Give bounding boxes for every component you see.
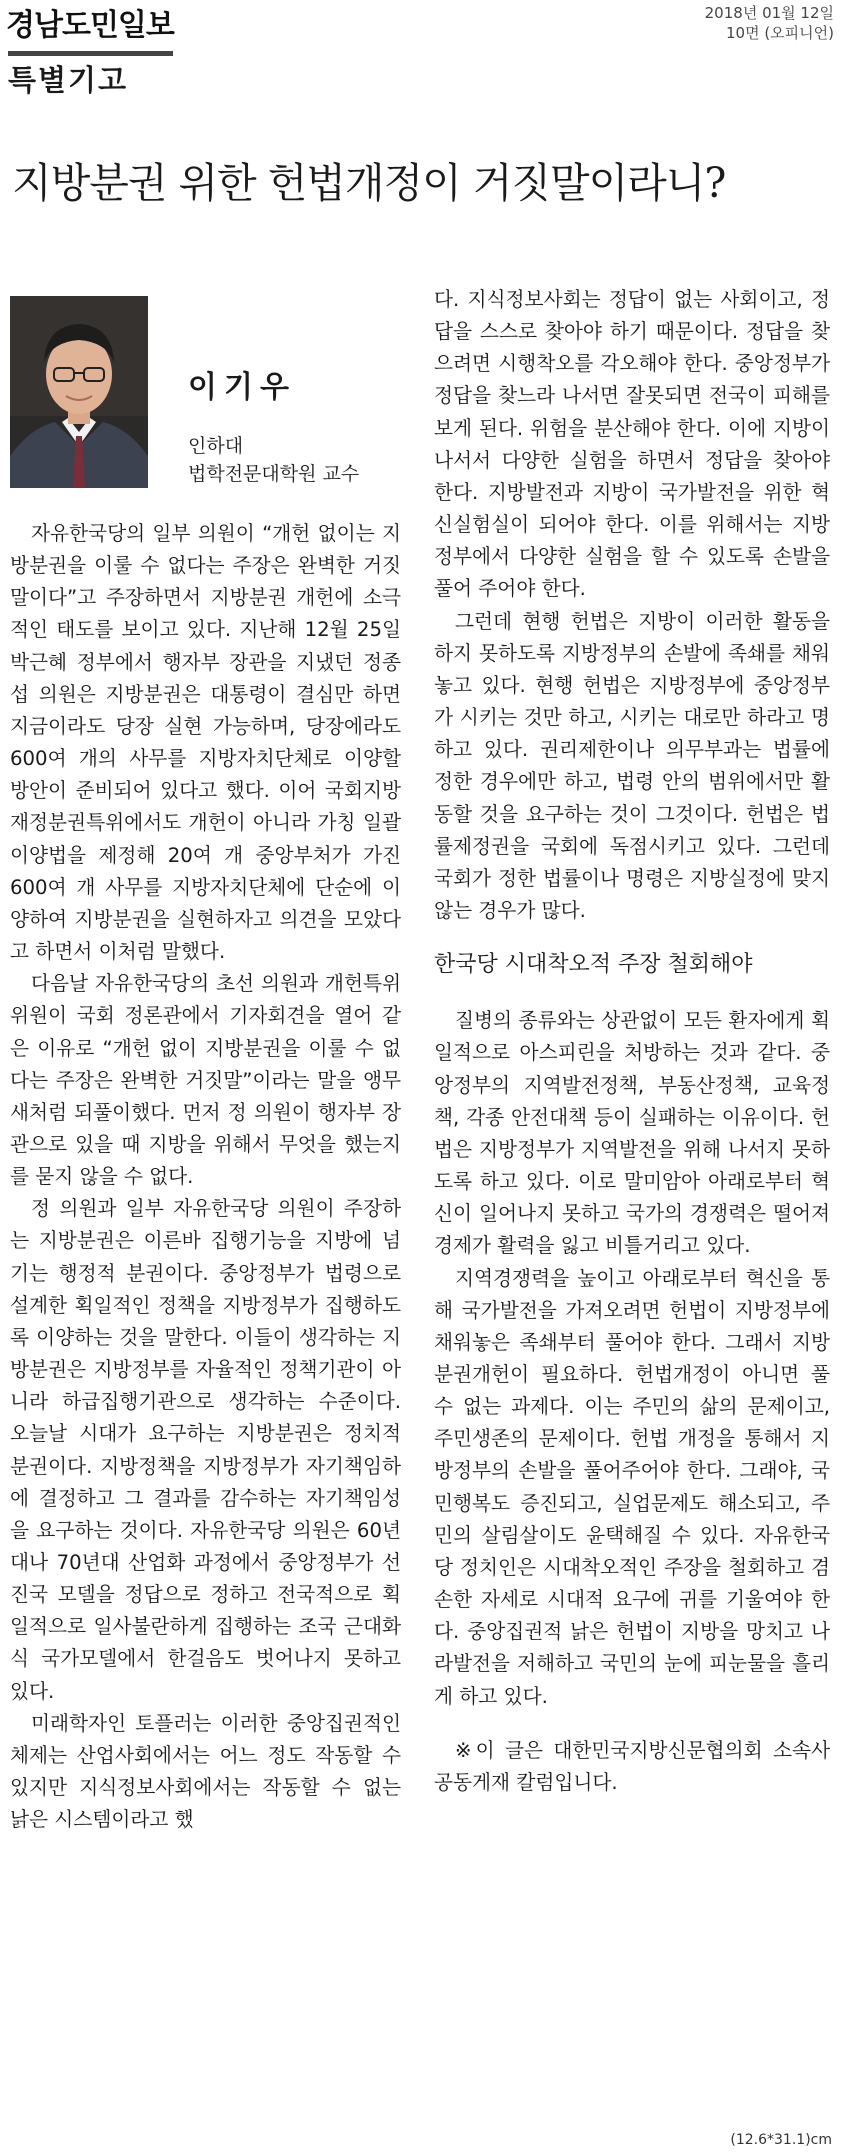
affiliation-university: 인하대	[188, 435, 244, 457]
affiliation-department: 법학전문대학원 교수	[188, 463, 360, 485]
author-name: 이기우	[188, 370, 296, 405]
article-column-right	[434, 284, 830, 1799]
article-paragraph: 다. 지식정보사회는 정답이 없는 사회이고, 정답을 스스로 찾아야 하기 때문이다. 정답을 찾으려면 시행착오를 각오해야 한다. 중앙정부가 정답을 찾느라 나서면 잘못되면 전국이 피해를 보게 된다. 위험을 분산해야 한다. 이에 지방이 나서서 다양한 실험을 하면서 정답을 찾아야 한다. 지방발전과 지방이 국가발전을 위한 혁신실험실이 되어야 한다. 이를 위해서는 지방정부에서 다양한 실험을 할 수 있도록 손발을 풀어 주어야 한다.	[434, 288, 830, 601]
issue-meta	[705, 3, 834, 43]
article-paragraph: 그런데 현행 헌법은 지방이 이러한 활동을 하지 못하도록 지방정부의 손발에 족쇄를 채워놓고 있다. 현행 헌법은 지방정부에 중앙정부가 시키는 것만 하고, 시키는 대로만 하라고 명하고 있다. 권리제한이나 의무부과는 법률에 정한 경우에만 하고, 법령 안의 범위에서만 활동할 것을 요구하는 것이 그것이다. 헌법은 법률제정권을 국회에 독점시키고 있다. 그런데 국회가 정한 법률이나 명령은 지방실정에 맞지 않는 경우가 많다.	[434, 609, 830, 922]
issue-date: 2018년 01월 12일	[704, 4, 834, 22]
article-headline: 지방분권 위한 헌법개정이 거짓말이라니?	[12, 159, 726, 207]
article-paragraph: 지역경쟁력을 높이고 아래로부터 혁신을 통해 국가발전을 가져오려면 헌법이 지방정부에 채워놓은 족쇄부터 풀어야 한다. 그래서 지방분권개헌이 필요하다. 헌법개정이 아니면 풀 수 없는 과제다. 이는 주민의 삶의 문제이고, 주민생존의 문제이다. 헌법 개정을 통해서 지방정부의 손발을 풀어주어야 한다. 그래야, 국민행복도 증진되고, 실업문제도 해소되고, 주민의 살림살이도 윤택해질 수 있다. 자유한국당 정치인은 시대착오적인 주장을 철회하고 겸손한 자세로 시대적 요구에 귀를 기울여야 한다. 중앙집권적 낡은 헌법이 지방을 망치고 나라발전을 저해하고 국민의 눈에 피눈물을 흘리게 하고 있다.	[434, 1266, 830, 1708]
section-label: 특별기고	[8, 63, 129, 97]
section-rule	[8, 51, 173, 56]
article-paragraph: 질병의 종류와는 상관없이 모든 환자에게 획일적으로 아스피린을 처방하는 것과 같다. 중앙정부의 지역발전정책, 부동산정책, 교육정책, 각종 안전대책 등이 실패하는 이유이다. 헌법은 지방정부가 지역발전을 위해 나서지 못하도록 하고 있다. 이로 말미암아 아래로부터 혁신이 일어나지 못하고 국가의 경쟁력은 떨어져 경제가 활력을 잃고 비틀거리고 있다.	[434, 1009, 830, 1258]
article-paragraph: 다음날 자유한국당의 초선 의원과 개헌특위 위원이 국회 정론관에서 기자회견을 열어 같은 이유로 “개헌 없이 지방분권을 이룰 수 없다는 주장은 완벽한 거짓말”이라는 말을 앵무새처럼 되풀이했다. 먼저 정 의원이 행자부 장관으로 있을 때 지방을 위해서 무엇을 했는지를 묻지 않을 수 없다.	[10, 972, 401, 1189]
author-photo	[10, 296, 148, 488]
article-subheading: 한국당 시대착오적 주장 철회해야	[434, 952, 753, 978]
article-paragraph: 미래학자인 토플러는 이러한 중앙집권적인 체제는 산업사회에서는 어느 정도 작동할 수 있지만 지식정보사회에서는 작동할 수 없는 낡은 시스템이라고 했	[10, 1711, 401, 1832]
page-number: 10면 (오피니언)	[725, 24, 834, 42]
article-paragraph: 자유한국당의 일부 의원이 “개헌 없이는 지방분권을 이룰 수 없다는 주장은 완벽한 거짓말이다”고 주장하면서 지방분권 개헌에 소극적인 태도를 보이고 있다. 지난해 12월 25일 박근혜 정부에서 행자부 장관을 지냈던 정종섭 의원은 지방분권은 대통령이 결심만 하면 지금이라도 당장 실현 가능하며, 당장에라도 600여 개의 사무를 지방자치단체로 이양할 방안이 준비되어 있다고 했다. 이어 국회지방재정분권특위에서도 개헌이 아니라 가칭 일괄이양법을 제정해 20여 개 중앙부처가 가진 600여 개 사무를 지방자치단체에 단순에 이양하여 지방분권을 실현하자고 의견을 모았다고 하면서 이처럼 말했다.	[10, 522, 401, 964]
article-size-note: (12.6*31.1)cm	[730, 2132, 832, 2148]
article-column-left	[10, 518, 401, 1836]
article-paragraph: 정 의원과 일부 자유한국당 의원이 주장하는 지방분권은 이른바 집행기능을 지방에 넘기는 행정적 분권이다. 중앙정부가 법령으로 설계한 획일적인 정책을 지방정부가 집행하도록 이양하는 것을 말한다. 이들이 생각하는 지방분권은 지방정부를 자율적인 정책기관이 아니라 하급집행기관으로 생각하는 수준이다. 오늘날 시대가 요구하는 지방분권은 정치적 분권이다. 지방정책을 지방정부가 자기책임하에 결정하고 그 결과를 감수하는 자기책임성을 요구하는 것이다. 자유한국당 의원은 60년대나 70년대 산업화 과정에서 중앙정부가 선진국 모델을 정답으로 정하고 전국적으로 획일적으로 일사불란하게 집행하는 조국 근대화식 국가모델에서 한걸음도 벗어나지 못하고 있다.	[10, 1197, 401, 1703]
newspaper-masthead: 경남도민일보	[6, 8, 174, 43]
author-affiliation	[188, 432, 359, 488]
syndication-note: ※이 글은 대한민국지방신문협의회 소속사 공동게재 칼럼입니다.	[434, 1738, 830, 1794]
